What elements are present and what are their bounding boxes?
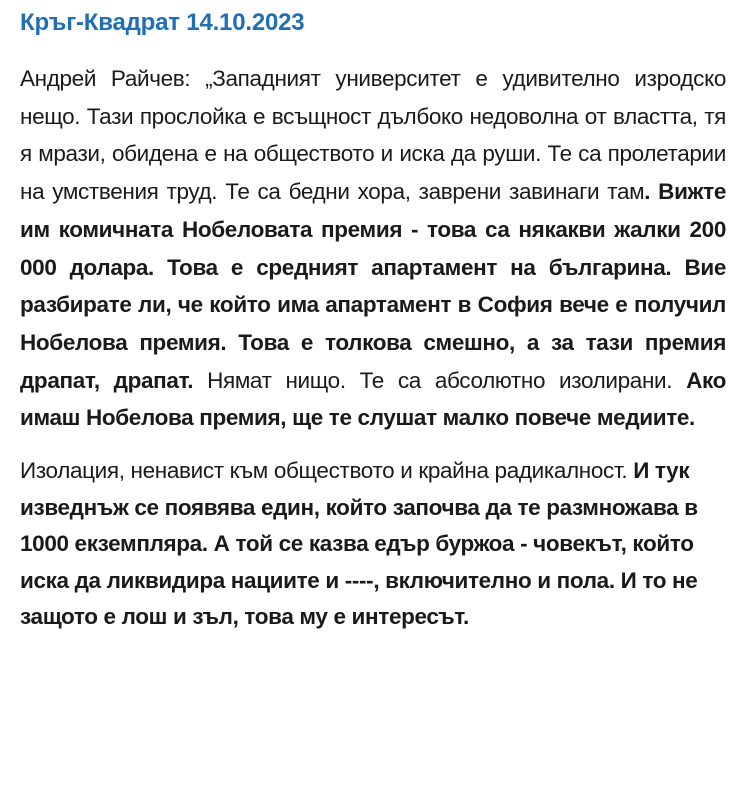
paragraph-1-segment-4: Ако имаш Нобелова премия, ще те слушат малко повече медиите. xyxy=(20,367,726,431)
paragraph-1-segment-2: . Вижте им комичната Нобеловата премия - това са някакви жалки 200 000 долара. Това е средният апартамент на българина. Вие разбирате ли, че който има апартамент в София вече е получил Нобелова премия. Това е толкова смешно, а за тази премия драпат, драпат. xyxy=(20,179,726,393)
paragraph-1-segment-3: Нямат нищо. Те са абсолютно изолирани. xyxy=(193,367,687,393)
quote-paragraph xyxy=(20,60,726,437)
paragraph-2-segment-1: Изолация, ненавист към обществото и крайна радикалност. xyxy=(20,458,634,484)
commentary-paragraph xyxy=(20,453,726,636)
paragraph-2-segment-2: И тук изведнъж се появява един, който започва да те размножава в 1000 екземпляра. А той се казва едър буржоа - човекът, който иска да ликвидира нациите и ----, включително и пола. И то не защото е лош и зъл, това му е интересът. xyxy=(20,458,698,630)
document-title: Кръг-Квадрат 14.10.2023 xyxy=(20,9,305,36)
paragraph-1-segment-1: Андрей Райчев: „Западният университет е удивително изродско нещо. Тази прослойка е всъщност дълбоко недоволна от властта, тя я мрази, обидена е на обществото и иска да руши. Те са пролетарии на умствения труд. Те са бедни хора, заврени завинаги там xyxy=(20,66,726,205)
